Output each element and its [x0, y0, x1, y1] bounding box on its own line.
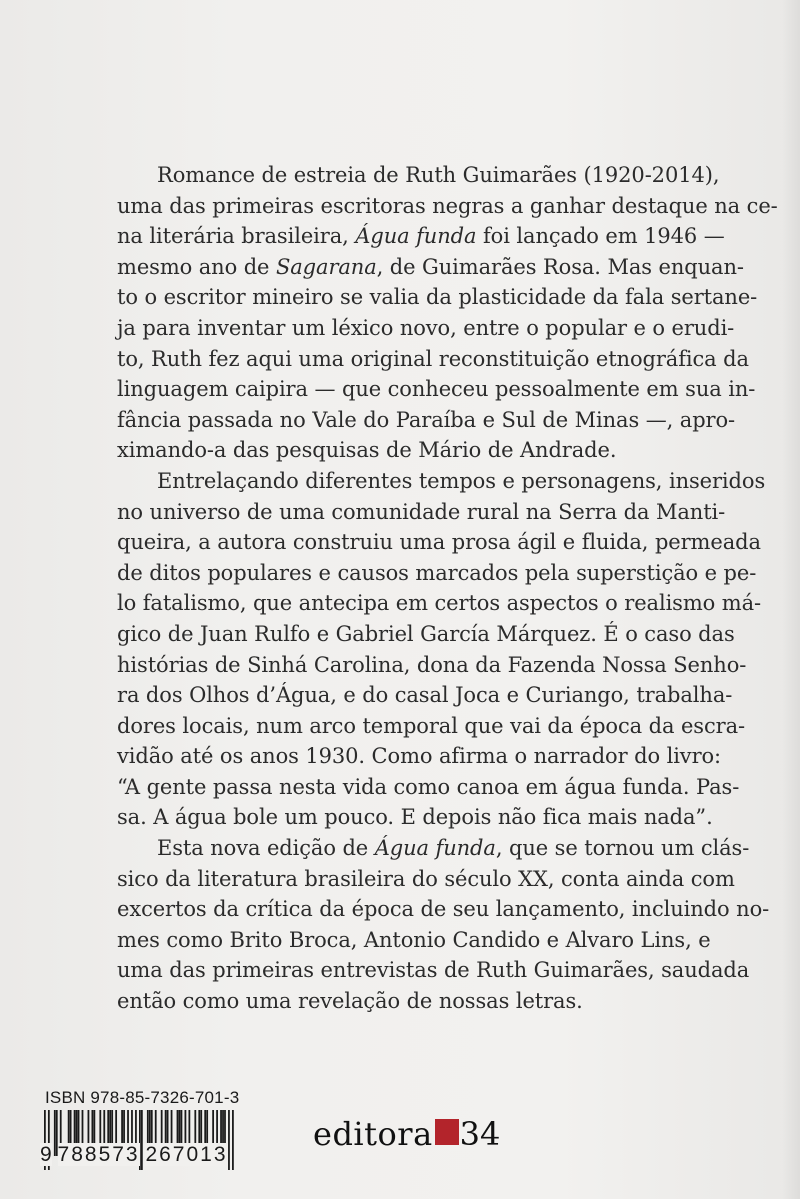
- blurb-line: [117, 986, 687, 1017]
- blurb-line: [117, 894, 770, 925]
- blurb-line: [117, 680, 733, 711]
- text-segment: sa. A água bole um pouco. E depois não fica mais nada”.: [117, 805, 713, 830]
- barcode-digits: [40, 1143, 240, 1167]
- blurb-line: [117, 619, 735, 650]
- book-title-italic: Água funda: [374, 836, 496, 861]
- blurb-line: [117, 741, 722, 772]
- text-segment: excertos da crítica da época de seu lançamento, incluindo no-: [117, 897, 770, 922]
- blurb-line: [117, 221, 725, 252]
- blurb-line: [117, 466, 766, 497]
- text-segment: mesmo ano de: [117, 254, 276, 279]
- blurb-line: [117, 160, 720, 191]
- blurb-paragraph: [117, 833, 770, 1017]
- text-segment: “A gente passa nesta vida como canoa em água funda. Pas-: [117, 774, 740, 799]
- blurb-line: [117, 588, 762, 619]
- text-segment: de ditos populares e causos marcados pela superstição e pe-: [117, 560, 757, 585]
- blurb-line: [117, 772, 740, 803]
- book-title-italic: Sagarana: [275, 254, 377, 279]
- blurb-line: [117, 282, 758, 313]
- text-segment: vidão até os anos 1930. Como afirma o narrador do livro:: [117, 744, 722, 769]
- publisher-number: 34: [459, 1115, 501, 1153]
- page-edge-shadow: [782, 0, 800, 1199]
- blurb-line: [117, 864, 735, 895]
- blurb-line: [117, 191, 778, 222]
- blurb-paragraph: [117, 160, 778, 466]
- text-segment: foi lançado em 1946 —: [476, 224, 725, 249]
- blurb-line: [117, 925, 711, 956]
- text-segment: lo fatalismo, que antecipa em certos aspectos o realismo má-: [117, 591, 762, 616]
- text-segment: gico de Juan Rulfo e Gabriel García Márquez. É o caso das: [117, 621, 735, 646]
- blurb-line: [117, 711, 745, 742]
- blurb-line: [117, 313, 735, 344]
- blurb-line: [117, 833, 750, 864]
- text-segment: , que se tornou um clás-: [495, 836, 750, 861]
- text-segment: , de Guimarães Rosa. Mas enquan-: [376, 254, 744, 279]
- text-segment: ximando-a das pesquisas de Mário de Andrade.: [117, 438, 617, 463]
- text-segment: Romance de estreia de Ruth Guimarães (1920-2014),: [157, 163, 720, 187]
- text-segment: uma das primeiras entrevistas de Ruth Guimarães, saudada: [117, 958, 750, 983]
- blurb-line: [117, 344, 749, 375]
- text-segment: fância passada no Vale do Paraíba e Sul de Minas —, apro-: [117, 407, 736, 432]
- text-segment: dores locais, num arco temporal que vai da época da escra-: [117, 713, 745, 738]
- text-segment: linguagem caipira — que conheceu pessoalmente em sua in-: [117, 377, 756, 402]
- blurb-line: [117, 650, 747, 681]
- text-segment: uma das primeiras escritoras negras a ganhar destaque na ce-: [117, 193, 778, 218]
- blurb-line: [117, 558, 757, 589]
- text-segment: to o escritor mineiro se valia da plasticidade da fala sertane-: [117, 285, 758, 310]
- blurb-text: [117, 160, 778, 1017]
- text-segment: Esta nova edição de: [157, 836, 375, 861]
- blurb-line: [117, 405, 736, 436]
- publisher-name: editora: [313, 1115, 433, 1153]
- blurb-line: [117, 527, 761, 558]
- text-segment: Entrelaçando diferentes tempos e personagens, inseridos: [157, 468, 766, 493]
- text-segment: histórias de Sinhá Carolina, dona da Fazenda Nossa Senho-: [117, 652, 747, 677]
- text-segment: então como uma revelação de nossas letras.: [117, 989, 583, 1014]
- publisher-logo: [313, 1108, 500, 1153]
- text-segment: no universo de uma comunidade rural na Serra da Manti-: [117, 499, 726, 524]
- barcode-digits-group-2: 267013: [145, 1143, 228, 1166]
- blurb-paragraph: [117, 466, 766, 833]
- barcode-digits-group-1: 788573: [57, 1143, 140, 1166]
- blurb-line: [117, 252, 744, 283]
- blurb-line: [117, 374, 756, 405]
- blurb-line: [117, 497, 726, 528]
- text-segment: to, Ruth fez aqui uma original reconstituição etnográfica da: [117, 346, 749, 371]
- isbn-barcode: [40, 1088, 240, 1188]
- text-segment: ja para inventar um léxico novo, entre o popular e o erudi-: [117, 315, 735, 340]
- text-segment: sico da literatura brasileira do século XX, conta ainda com: [117, 866, 735, 891]
- blurb-line: [117, 955, 750, 986]
- text-segment: mes como Brito Broca, Antonio Candido e Alvaro Lins, e: [117, 927, 711, 952]
- book-title-italic: Água funda: [355, 224, 477, 249]
- barcode-digit-first: 9: [40, 1143, 52, 1166]
- publisher-red-square: [435, 1119, 459, 1145]
- text-segment: na literária brasileira,: [117, 224, 356, 249]
- blurb-line: [117, 802, 713, 833]
- blurb-line: [117, 435, 687, 466]
- isbn-label: ISBN 978-85-7326-701-3: [45, 1088, 240, 1107]
- text-segment: queira, a autora construiu uma prosa ágil e fluida, permeada: [117, 530, 761, 555]
- text-segment: ra dos Olhos d’Água, e do casal Joca e Curiango, trabalha-: [117, 683, 733, 708]
